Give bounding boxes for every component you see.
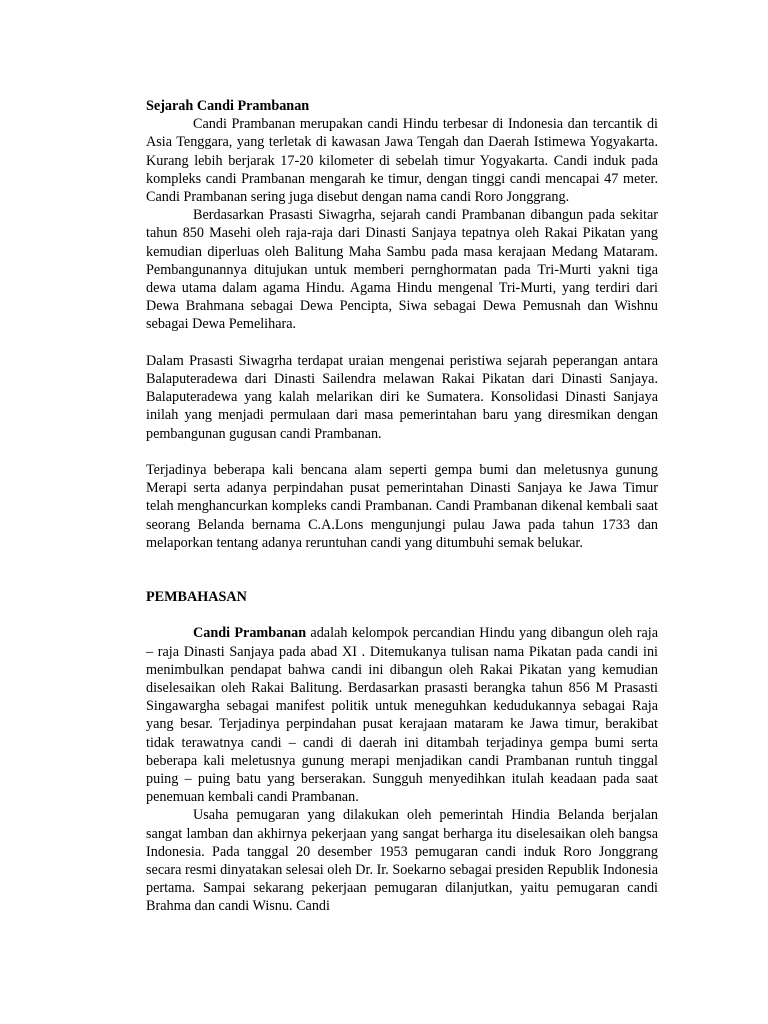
disaster-paragraph: Terjadinya beberapa kali bencana alam seperti gempa bumi dan meletusnya gunung Merapi serta adanya perpindahan pusat pemerintahan Dinasti Sanjaya ke Jawa Timur telah menghancurkan kompleks candi Prambanan. Candi Prambanan dikenal kembali saat seorang Belanda bernama C.A.Lons mengunjungi pulau Jawa pada tahun 1733 dan melaporkan tentang adanya reruntuhan candi yang ditumbuhi semak belukar. bbox=[146, 462, 658, 551]
section-heading: PEMBAHASAN bbox=[146, 589, 247, 606]
discussion-paragraph-1 bbox=[146, 624, 658, 806]
document-title: Sejarah Candi Prambanan bbox=[146, 98, 310, 114]
document-page bbox=[146, 97, 658, 916]
paragraph-spacer bbox=[146, 443, 658, 461]
discussion-paragraph-2: Usaha pemugaran yang dilakukan oleh pemerintah Hindia Belanda berjalan sangat lamban dan akhirnya pekerjaan yang sangat berharga itu diselesaikan oleh bangsa Indonesia. Pada tanggal 20 desember 1953 pemugaran candi induk Roro Jonggrang secara resmi dinyatakan selesai oleh Dr. Ir. Soekarno sebagai presiden Republik Indonesia pertama. Sampai sekarang pekerjaan pemugaran dilanjutkan, yaitu pemugaran candi Brahma dan candi Wisnu. Candi bbox=[146, 807, 658, 915]
intro-paragraph: Candi Prambanan merupakan candi Hindu terbesar di Indonesia dan tercantik di Asia Tenggara, yang terletak di kawasan Jawa Tengah dan Daerah Istimewa Yogyakarta. Kurang lebih berjarak 17-20 kilometer di sebelah timur Yogyakarta. Candi induk pada kompleks candi Prambanan mengarah ke timur, dengan tinggi candi mencapai 47 meter. Candi Prambanan sering juga disebut dengan nama candi Roro Jonggrang. bbox=[146, 116, 658, 206]
lead-term: Candi Prambanan bbox=[193, 625, 307, 642]
history-paragraph: Berdasarkan Prasasti Siwagrha, sejarah candi Prambanan dibangun pada sekitar tahun 850 Masehi oleh raja-raja dari Dinasti Sanjaya tepatnya oleh Rakai Pikatan yang kemudian diperluas oleh Balitung Maha Sambu pada masa kerajaan Medang Mataram. Pembangunannya ditujukan untuk memberi pernghormatan pada Tri-Murti yakni tiga dewa utama dalam agama Hindu. Agama Hindu mengenal Tri-Murti, yang terdiri dari Dewa Brahmana sebagai Dewa Pencipta, Siwa sebagai Dewa Pemusnah dan Wishnu sebagai Dewa Pemelihara. bbox=[146, 207, 658, 333]
conflict-paragraph: Dalam Prasasti Siwagrha terdapat uraian mengenai peristiwa sejarah peperangan antara Balaputeradewa dari Dinasti Sailendra melawan Rakai Pikatan dari Dinasti Sanjaya. Balaputeradewa yang kalah melarikan diri ke Sumatera. Konsolidasi Dinasti Sanjaya inilah yang menjadi permulaan dari masa pemerintahan baru yang diresmikan dengan pembangunan gugusan candi Prambanan. bbox=[146, 352, 658, 442]
section-spacer bbox=[146, 606, 658, 624]
section-spacer bbox=[146, 552, 658, 588]
paragraph-spacer bbox=[146, 334, 658, 352]
discussion-paragraph-1-text: adalah kelompok percandian Hindu yang dibangun oleh raja – raja Dinasti Sanjaya pada abad XI . Ditemukanya tulisan nama Pikatan pada candi ini menimbulkan pendapat bahwa candi ini dibangun oleh Rakai Pikatan yang kemudian diselesaikan oleh Rakai Balitung. Berdasarkan prasasti berangka tahun 856 M Prasasti Singawargha sebagai manifest politik untuk meneguhkan kedudukannya sebagai Raja yang besar. Terjadinya perpindahan pusat kerajaan mataram ke Jawa timur, berakibat tidak terawatnya candi – candi di daerah ini ditambah terjadinya gempa bumi serta beberapa kali meletusnya gunung merapi menjadikan candi Prambanan runtuh tinggal puing – puing batu yang berserakan. Sungguh menyedihkan itulah keadaan pada saat penemuan kembali candi Prambanan. bbox=[146, 625, 658, 806]
